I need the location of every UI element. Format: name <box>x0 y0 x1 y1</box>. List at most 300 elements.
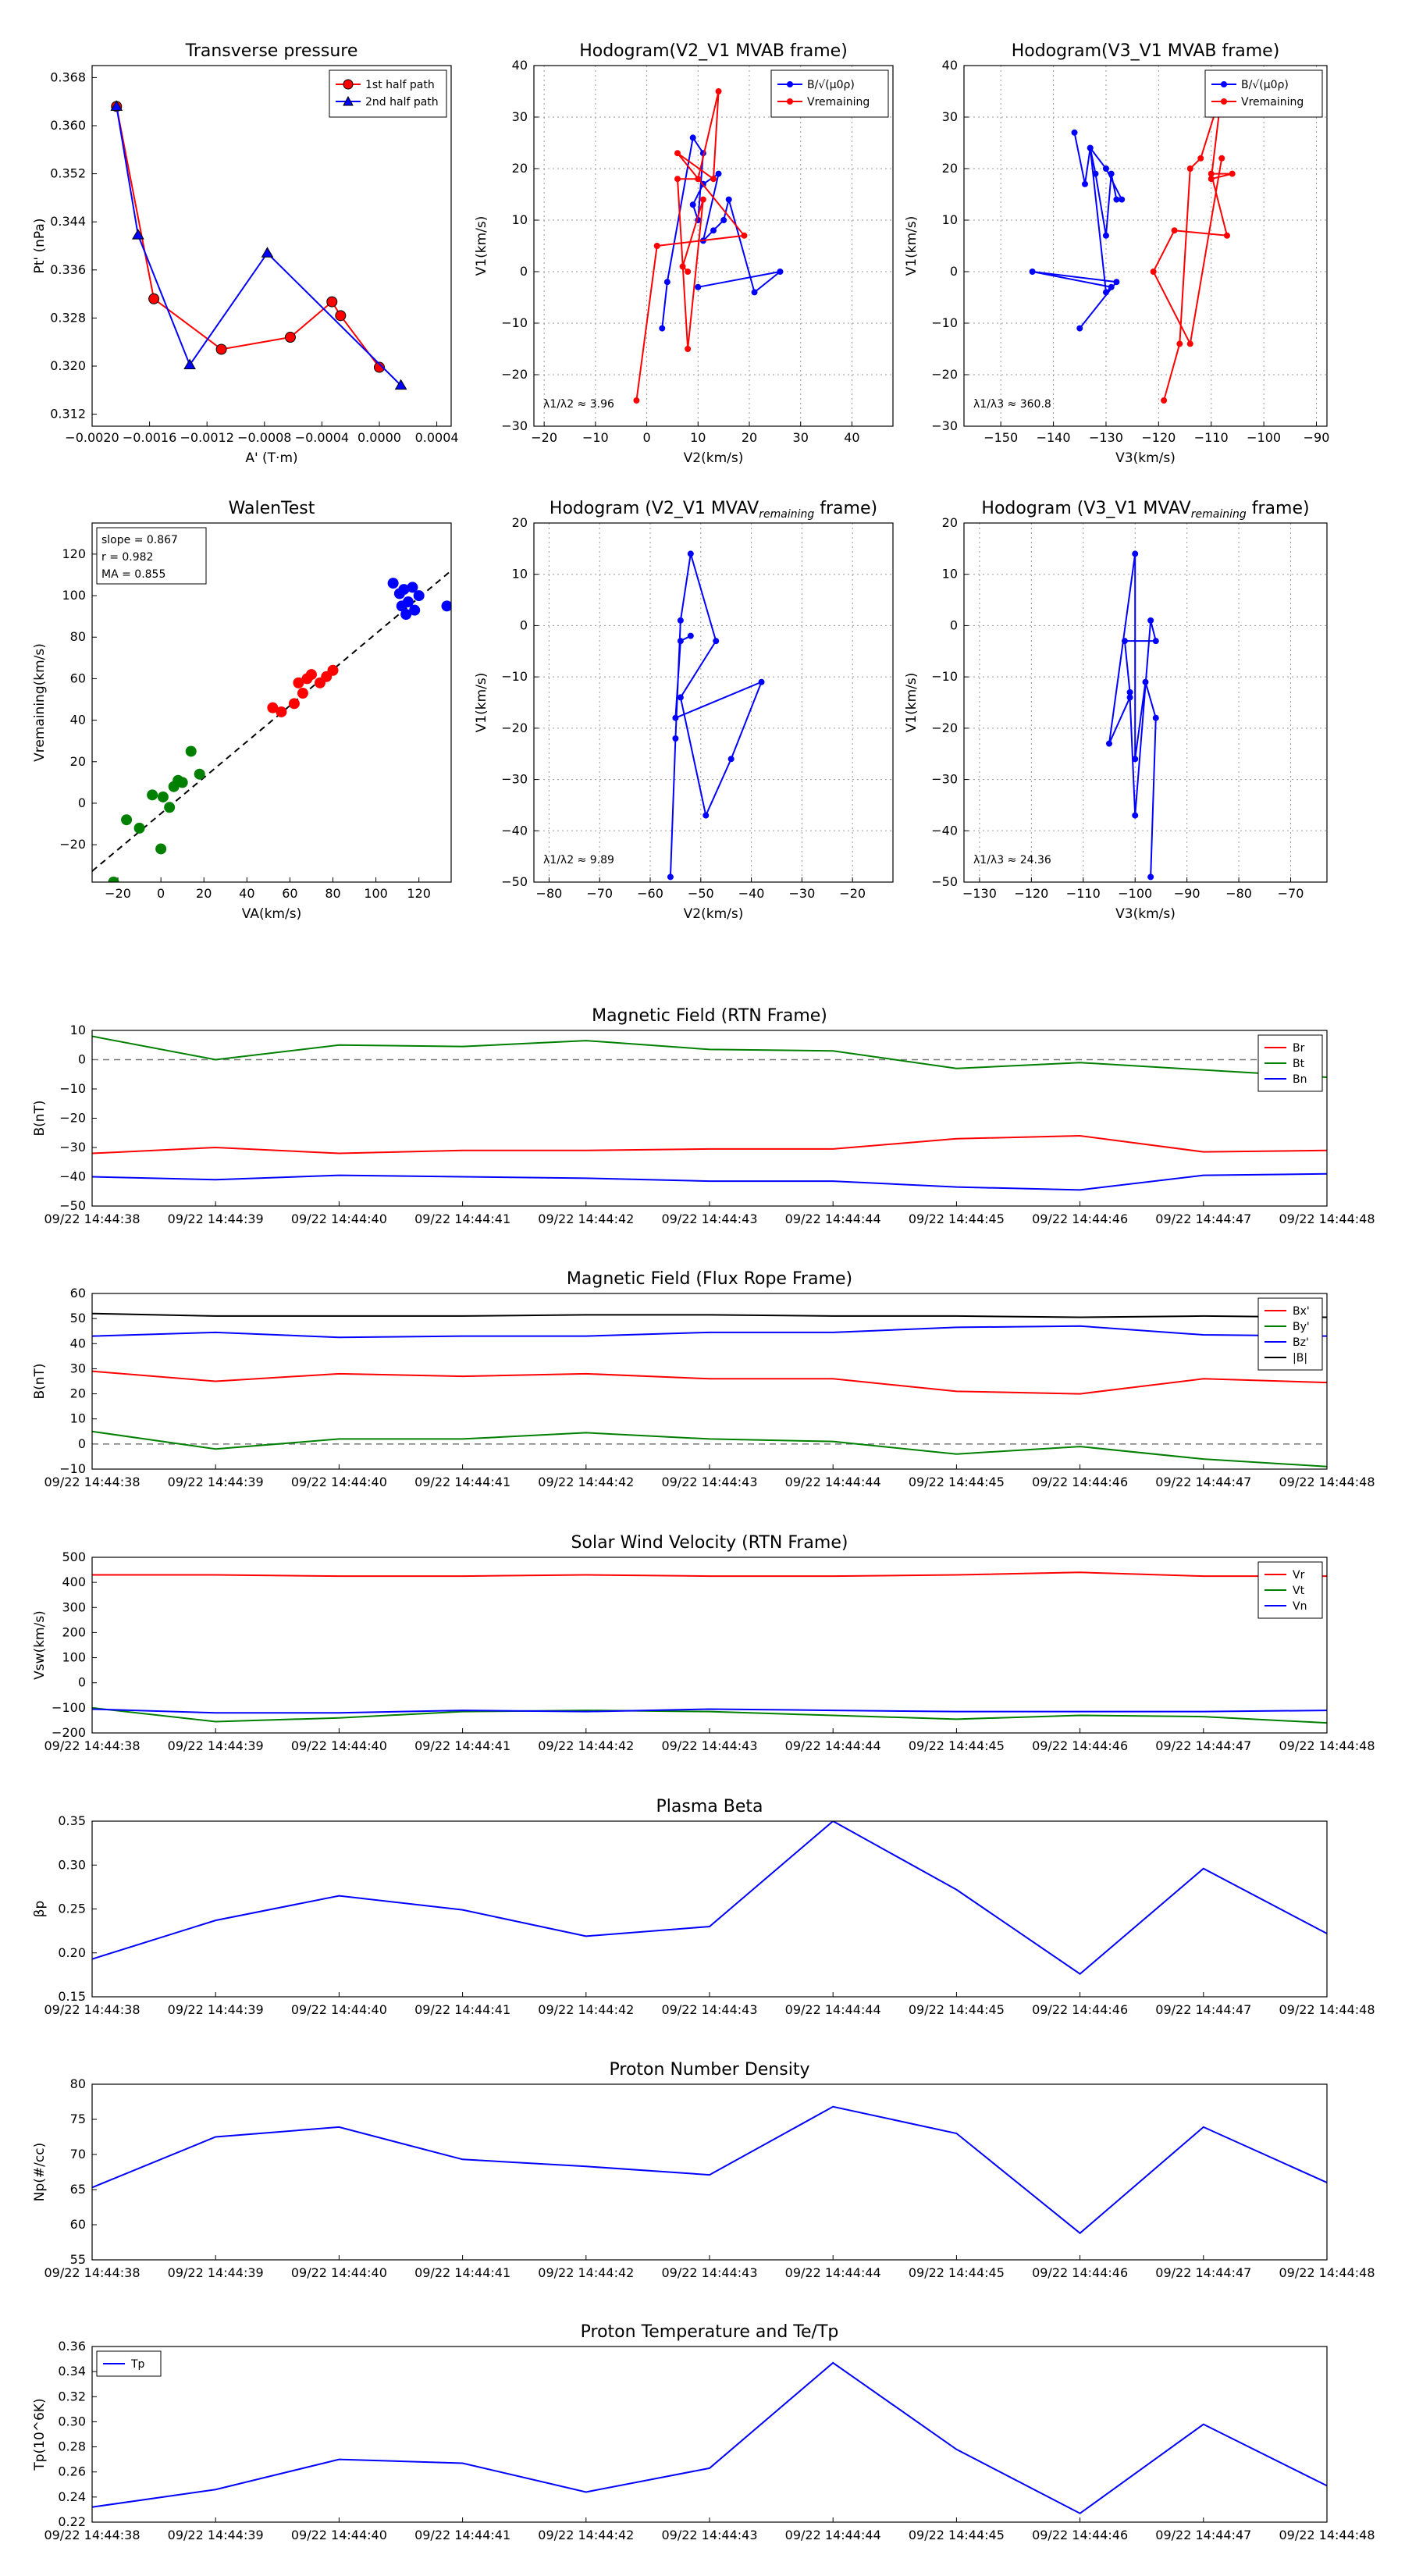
x-tick-label: 09/22 14:44:43 <box>661 2528 758 2542</box>
series-line <box>92 2363 1327 2514</box>
data-point <box>688 551 693 557</box>
y-tick-label: 30 <box>69 1361 86 1376</box>
y-tick-label: −20 <box>59 837 86 852</box>
x-tick-label: 0 <box>157 886 165 901</box>
x-tick-label: −70 <box>1277 886 1304 901</box>
y-tick-label: −40 <box>501 823 528 838</box>
legend-label: By' <box>1293 1321 1310 1333</box>
y-tick-label: −50 <box>501 874 528 889</box>
y-tick-label: 0 <box>519 264 528 279</box>
data-point <box>664 279 670 285</box>
x-tick-label: −100 <box>1247 430 1282 445</box>
chart-title-main: WalenTest <box>228 499 315 518</box>
y-tick-label: 80 <box>69 2076 86 2091</box>
x-axis-label: VA(km/s) <box>241 906 302 922</box>
data-point <box>1161 398 1167 404</box>
data-point <box>297 688 308 699</box>
series-line <box>92 1326 1327 1337</box>
chart-title-main: Magnetic Field (Flux Rope Frame) <box>566 1269 853 1289</box>
data-point <box>673 715 678 720</box>
x-tick-label: 09/22 14:44:46 <box>1032 1475 1129 1489</box>
x-tick-label: 20 <box>741 430 758 445</box>
y-tick-label: 60 <box>69 1286 86 1300</box>
chart-10 <box>32 2060 1375 2280</box>
data-point <box>1187 166 1193 172</box>
y-tick-label: 0.25 <box>58 1901 86 1916</box>
plot-area <box>111 101 406 389</box>
x-tick-label: 09/22 14:44:39 <box>167 2265 264 2280</box>
x-tick-label: 09/22 14:44:41 <box>414 2265 511 2280</box>
data-point <box>149 294 159 304</box>
y-tick-label: −20 <box>931 720 958 735</box>
x-tick-label: −40 <box>738 886 765 901</box>
y-axis-label: Vremaining(km/s) <box>32 643 48 762</box>
y-tick-label: −20 <box>59 1110 86 1126</box>
data-point <box>1133 813 1138 818</box>
y-tick-label: 0.15 <box>58 1989 86 2004</box>
series-line <box>92 1572 1327 1576</box>
x-tick-label: −70 <box>586 886 614 901</box>
data-point <box>147 789 158 800</box>
plot-area <box>92 1821 1327 1974</box>
legend-label: |B| <box>1293 1352 1308 1364</box>
plot-area <box>92 1314 1327 1467</box>
y-tick-label: 20 <box>941 515 958 530</box>
y-tick-label: −10 <box>501 315 528 330</box>
chart-3 <box>32 499 452 922</box>
plot-frame <box>92 2084 1327 2260</box>
series-line <box>662 137 780 328</box>
plot-frame <box>964 523 1327 882</box>
data-point <box>1143 679 1148 685</box>
series-line <box>670 553 762 877</box>
x-tick-label: 0 <box>642 430 651 445</box>
x-tick-label: 09/22 14:44:38 <box>44 2528 140 2542</box>
y-tick-label: 10 <box>941 212 958 227</box>
y-tick-label: 0.360 <box>50 118 86 133</box>
y-tick-label: 75 <box>69 2112 86 2126</box>
series-line <box>92 1432 1327 1467</box>
y-tick-label: −30 <box>501 771 528 787</box>
x-axis-label: V3(km/s) <box>1115 906 1176 922</box>
series-line <box>92 2107 1327 2233</box>
data-point <box>158 792 169 802</box>
data-point <box>1208 176 1214 182</box>
x-tick-label: 09/22 14:44:41 <box>414 2002 511 2017</box>
x-tick-label: −30 <box>788 886 816 901</box>
y-tick-label: 0.36 <box>58 2339 86 2354</box>
data-point <box>1224 233 1229 238</box>
annotation-text: MA = 0.855 <box>101 568 166 581</box>
x-tick-label: 09/22 14:44:48 <box>1279 2002 1375 2017</box>
x-tick-label: 09/22 14:44:46 <box>1032 1212 1129 1226</box>
x-tick-label: −110 <box>1193 430 1229 445</box>
data-point <box>134 823 145 834</box>
data-point <box>1087 145 1093 151</box>
y-axis-label: V1(km/s) <box>904 215 919 276</box>
x-tick-label: 09/22 14:44:44 <box>784 2002 881 2017</box>
data-point <box>1133 756 1138 762</box>
x-tick-label: 09/22 14:44:43 <box>661 1738 758 1753</box>
series-line <box>92 1314 1327 1318</box>
x-tick-label: 09/22 14:44:44 <box>784 2528 881 2542</box>
y-tick-label: 300 <box>62 1599 86 1615</box>
plot-frame <box>92 66 451 426</box>
data-point <box>675 176 681 182</box>
legend-box <box>771 70 888 117</box>
x-tick-label: 09/22 14:44:40 <box>290 1212 387 1226</box>
chart-6 <box>32 1006 1375 1226</box>
data-point <box>1103 233 1108 238</box>
x-tick-label: 09/22 14:44:39 <box>167 2528 264 2542</box>
x-tick-label: −120 <box>1014 886 1049 901</box>
chart-title <box>610 2060 810 2080</box>
data-point <box>634 398 639 404</box>
x-tick-label: 09/22 14:44:47 <box>1155 1738 1252 1753</box>
x-tick-label: 60 <box>282 886 298 901</box>
x-tick-label: −80 <box>535 886 563 901</box>
y-tick-label: 0.26 <box>58 2464 86 2479</box>
chart-title-main: Hodogram(V2_V1 MVAB frame) <box>579 41 848 61</box>
x-tick-label: −20 <box>839 886 866 901</box>
legend-label: Br <box>1293 1042 1305 1055</box>
data-point <box>1030 269 1035 275</box>
y-tick-label: 10 <box>511 212 528 227</box>
chart-0 <box>32 41 459 466</box>
x-tick-label: 09/22 14:44:38 <box>44 1738 140 1753</box>
legend-marker <box>788 82 793 87</box>
chart-7 <box>32 1269 1375 1489</box>
legend-label: Bn <box>1293 1073 1307 1086</box>
data-point <box>1122 639 1127 644</box>
x-tick-label: 80 <box>325 886 341 901</box>
x-tick-label: 09/22 14:44:44 <box>784 2265 881 2280</box>
y-tick-label: 0.368 <box>50 69 86 85</box>
x-tick-label: −130 <box>962 886 997 901</box>
x-tick-label: 09/22 14:44:45 <box>908 2002 1005 2017</box>
y-tick-label: 20 <box>69 1386 86 1401</box>
x-tick-label: 10 <box>690 430 706 445</box>
data-point <box>685 269 691 275</box>
legend-marker <box>343 80 353 89</box>
data-point <box>261 247 272 257</box>
chart-title <box>592 1006 827 1026</box>
x-tick-label: 09/22 14:44:38 <box>44 1475 140 1489</box>
annotation-text: λ1/λ2 ≈ 9.89 <box>543 854 614 866</box>
y-tick-label: −20 <box>501 720 528 735</box>
y-axis-label: Tp(10^6K) <box>32 2398 48 2471</box>
data-point <box>155 843 166 854</box>
data-point <box>752 290 757 295</box>
data-point <box>1153 639 1158 644</box>
chart-title-main: Hodogram(V3_V1 MVAB frame) <box>1011 41 1280 61</box>
x-tick-label: 09/22 14:44:45 <box>908 2528 1005 2542</box>
data-point <box>186 745 197 756</box>
y-tick-label: 0 <box>77 795 86 810</box>
y-tick-label: 0 <box>77 1436 86 1451</box>
legend-label: B/√(μ0ρ) <box>1241 79 1289 91</box>
y-tick-label: 0.32 <box>58 2389 86 2404</box>
chart-title-main: Proton Number Density <box>609 2060 810 2080</box>
chart-title-main: Hodogram (V2_V1 MVAV <box>549 499 759 518</box>
x-tick-label: 120 <box>407 886 431 901</box>
y-tick-label: 100 <box>62 1649 86 1665</box>
annotation-text: λ1/λ2 ≈ 3.96 <box>543 398 614 411</box>
chart-title-sub: remaining <box>1190 508 1247 521</box>
plot-area <box>667 551 764 880</box>
data-point <box>1114 279 1119 285</box>
annotation-text: λ1/λ3 ≈ 24.36 <box>973 854 1051 866</box>
data-point <box>1083 181 1088 187</box>
y-tick-label: 65 <box>69 2182 86 2197</box>
x-tick-label: 09/22 14:44:42 <box>538 1738 635 1753</box>
x-tick-label: 09/22 14:44:40 <box>290 1475 387 1489</box>
chart-1 <box>474 41 893 466</box>
legend-label: Vt <box>1293 1585 1305 1597</box>
x-tick-label: 09/22 14:44:41 <box>414 1475 511 1489</box>
x-tick-label: 09/22 14:44:43 <box>661 2265 758 2280</box>
x-tick-label: 09/22 14:44:47 <box>1155 2528 1252 2542</box>
plot-area <box>92 2363 1327 2514</box>
data-point <box>216 344 226 354</box>
series-line <box>1109 553 1156 877</box>
x-tick-label: −50 <box>687 886 714 901</box>
x-tick-label: 09/22 14:44:41 <box>414 1212 511 1226</box>
chart-title-main: Proton Temperature and Te/Tp <box>580 2322 839 2342</box>
y-tick-label: 40 <box>69 1336 86 1351</box>
y-tick-label: 80 <box>69 629 86 645</box>
y-tick-label: 30 <box>511 109 528 124</box>
y-tick-label: 0.22 <box>58 2514 86 2529</box>
x-tick-label: 09/22 14:44:48 <box>1279 1475 1375 1489</box>
data-point <box>285 333 295 343</box>
legend-box <box>1258 1298 1322 1370</box>
y-tick-label: 0.344 <box>50 214 86 229</box>
x-tick-label: 09/22 14:44:40 <box>290 2265 387 2280</box>
data-point <box>121 814 132 825</box>
y-axis-label: V1(km/s) <box>904 672 919 733</box>
x-tick-label: −20 <box>105 886 131 901</box>
series-line <box>92 1174 1327 1190</box>
y-tick-label: 0.30 <box>58 2414 86 2429</box>
data-point <box>1093 171 1098 176</box>
data-point <box>409 605 420 616</box>
chart-2 <box>904 41 1329 466</box>
legend-label: Vremaining <box>1241 96 1304 109</box>
y-tick-label: −40 <box>931 823 958 838</box>
y-tick-label: 0.24 <box>58 2489 86 2504</box>
x-tick-label: −140 <box>1036 430 1071 445</box>
x-tick-label: 09/22 14:44:45 <box>908 1475 1005 1489</box>
annotation-text: λ1/λ3 ≈ 360.8 <box>973 398 1051 411</box>
y-axis-label: Vsw(km/s) <box>32 1610 48 1680</box>
legend-label: 2nd half path <box>365 96 439 109</box>
x-tick-label: 09/22 14:44:47 <box>1155 2002 1252 2017</box>
x-tick-label: 09/22 14:44:42 <box>538 2265 635 2280</box>
x-tick-label: 09/22 14:44:39 <box>167 1212 264 1226</box>
legend-label: B/√(μ0ρ) <box>807 79 855 91</box>
y-tick-label: −40 <box>59 1169 86 1184</box>
data-point <box>184 359 195 368</box>
plot-frame <box>964 66 1327 426</box>
x-tick-label: 09/22 14:44:38 <box>44 2002 140 2017</box>
legend-label: 1st half path <box>365 79 435 91</box>
y-tick-label: −100 <box>52 1699 86 1715</box>
y-tick-label: 0.320 <box>50 358 86 373</box>
data-point <box>276 706 286 717</box>
chart-4 <box>474 499 893 922</box>
data-point <box>667 874 673 880</box>
y-axis-label: V1(km/s) <box>474 215 489 276</box>
series-line <box>92 1372 1327 1394</box>
data-point <box>1229 171 1235 176</box>
data-point <box>1108 171 1114 176</box>
chart-5 <box>904 499 1327 922</box>
y-tick-label: 20 <box>941 161 958 176</box>
x-tick-label: 09/22 14:44:48 <box>1279 2265 1375 2280</box>
data-point <box>711 176 717 182</box>
y-tick-label: 55 <box>69 2252 86 2267</box>
chart-title-end: frame) <box>1246 499 1310 518</box>
series-line <box>116 106 379 367</box>
x-tick-label: 09/22 14:44:39 <box>167 1738 264 1753</box>
x-tick-label: −0.0016 <box>122 430 177 445</box>
x-tick-label: 09/22 14:44:38 <box>44 1212 140 1226</box>
x-tick-label: 09/22 14:44:42 <box>538 1475 635 1489</box>
y-tick-label: 70 <box>69 2147 86 2161</box>
y-tick-label: −10 <box>59 1461 86 1476</box>
y-tick-label: 10 <box>941 566 958 582</box>
data-point <box>678 639 683 644</box>
data-point <box>742 233 747 238</box>
x-tick-label: 09/22 14:44:45 <box>908 1212 1005 1226</box>
data-point <box>716 89 721 94</box>
x-tick-label: 09/22 14:44:41 <box>414 2528 511 2542</box>
data-point <box>328 665 339 676</box>
data-point <box>726 197 731 202</box>
data-point <box>1219 155 1225 161</box>
legend-label: Bz' <box>1293 1336 1309 1349</box>
x-tick-label: 0.0000 <box>357 430 401 445</box>
y-axis-label: Np(#/cc) <box>32 2142 48 2202</box>
y-tick-label: 0.20 <box>58 1944 86 1960</box>
y-axis-label: B(nT) <box>32 1363 48 1400</box>
x-tick-label: −90 <box>1303 430 1330 445</box>
y-tick-label: 0 <box>519 617 528 633</box>
x-axis-label: V3(km/s) <box>1115 450 1176 466</box>
y-tick-label: 0.312 <box>50 406 86 422</box>
data-point <box>327 297 337 307</box>
x-tick-label: 09/22 14:44:47 <box>1155 1475 1252 1489</box>
y-tick-label: −30 <box>59 1140 86 1155</box>
x-tick-label: 09/22 14:44:45 <box>908 2265 1005 2280</box>
y-tick-label: 60 <box>69 2217 86 2232</box>
data-point <box>690 135 695 141</box>
y-tick-label: 20 <box>69 753 86 769</box>
x-tick-label: −120 <box>1141 430 1176 445</box>
data-point <box>680 264 685 269</box>
y-tick-label: −30 <box>931 418 958 433</box>
data-point <box>1198 155 1204 161</box>
y-tick-label: 10 <box>511 566 528 582</box>
chart-title-main: Magnetic Field (RTN Frame) <box>592 1006 827 1026</box>
y-tick-label: 0 <box>949 617 958 633</box>
chart-11 <box>32 2322 1375 2542</box>
x-tick-label: 09/22 14:44:43 <box>661 1212 758 1226</box>
y-tick-label: −200 <box>52 1725 86 1740</box>
chart-8 <box>32 1533 1375 1753</box>
y-tick-label: 40 <box>941 58 958 73</box>
x-axis-label: V2(km/s) <box>683 450 744 466</box>
plot-area <box>634 89 783 404</box>
chart-title-main: Plasma Beta <box>656 1797 763 1816</box>
x-tick-label: −0.0004 <box>294 430 350 445</box>
y-tick-label: 0 <box>77 1051 86 1067</box>
data-point <box>1187 341 1193 347</box>
annotation-text: r = 0.982 <box>101 551 154 564</box>
y-tick-label: 120 <box>62 546 86 561</box>
series-line <box>1154 91 1232 400</box>
y-tick-label: 20 <box>511 515 528 530</box>
y-tick-label: 200 <box>62 1624 86 1640</box>
x-tick-label: 09/22 14:44:42 <box>538 2002 635 2017</box>
data-point <box>690 202 695 208</box>
plot-area <box>92 1037 1327 1190</box>
x-tick-label: 09/22 14:44:48 <box>1279 1738 1375 1753</box>
x-tick-label: −0.0012 <box>180 430 234 445</box>
data-point <box>695 176 701 182</box>
x-tick-label: 09/22 14:44:43 <box>661 2002 758 2017</box>
series-line <box>1033 133 1122 329</box>
x-tick-label: 0.0004 <box>414 430 459 445</box>
data-point <box>1127 689 1133 695</box>
y-tick-label: 0 <box>77 1674 86 1690</box>
x-tick-label: −100 <box>1118 886 1153 901</box>
x-tick-label: 09/22 14:44:48 <box>1279 1212 1375 1226</box>
y-tick-label: 0.328 <box>50 310 86 326</box>
x-tick-label: 09/22 14:44:42 <box>538 2528 635 2542</box>
x-tick-label: 09/22 14:44:47 <box>1155 2265 1252 2280</box>
x-tick-label: 09/22 14:44:38 <box>44 2265 140 2280</box>
data-point <box>388 578 399 589</box>
fit-line <box>92 571 451 871</box>
data-point <box>1177 341 1183 347</box>
x-tick-label: −110 <box>1065 886 1101 901</box>
data-point <box>1072 130 1077 135</box>
x-tick-label: −0.0020 <box>65 430 119 445</box>
data-point <box>1103 166 1108 172</box>
data-point <box>695 284 701 290</box>
data-point <box>675 151 681 156</box>
y-tick-label: 0.336 <box>50 262 86 277</box>
data-point <box>654 244 660 249</box>
chart-title-main: Transverse pressure <box>185 41 358 61</box>
plot-area <box>92 1572 1327 1723</box>
chart-title <box>229 499 315 518</box>
y-tick-label: −20 <box>501 367 528 382</box>
y-tick-label: 0.30 <box>58 1857 86 1873</box>
x-tick-label: 09/22 14:44:40 <box>290 1738 387 1753</box>
y-tick-label: 40 <box>69 712 86 728</box>
y-tick-label: 40 <box>511 58 528 73</box>
y-tick-label: 500 <box>62 1550 86 1564</box>
data-point <box>673 736 678 742</box>
x-tick-label: 09/22 14:44:43 <box>661 1475 758 1489</box>
data-point <box>711 228 717 233</box>
plot-frame <box>92 1030 1327 1206</box>
annotation-text: slope = 0.867 <box>101 534 178 546</box>
x-tick-label: −60 <box>637 886 663 901</box>
